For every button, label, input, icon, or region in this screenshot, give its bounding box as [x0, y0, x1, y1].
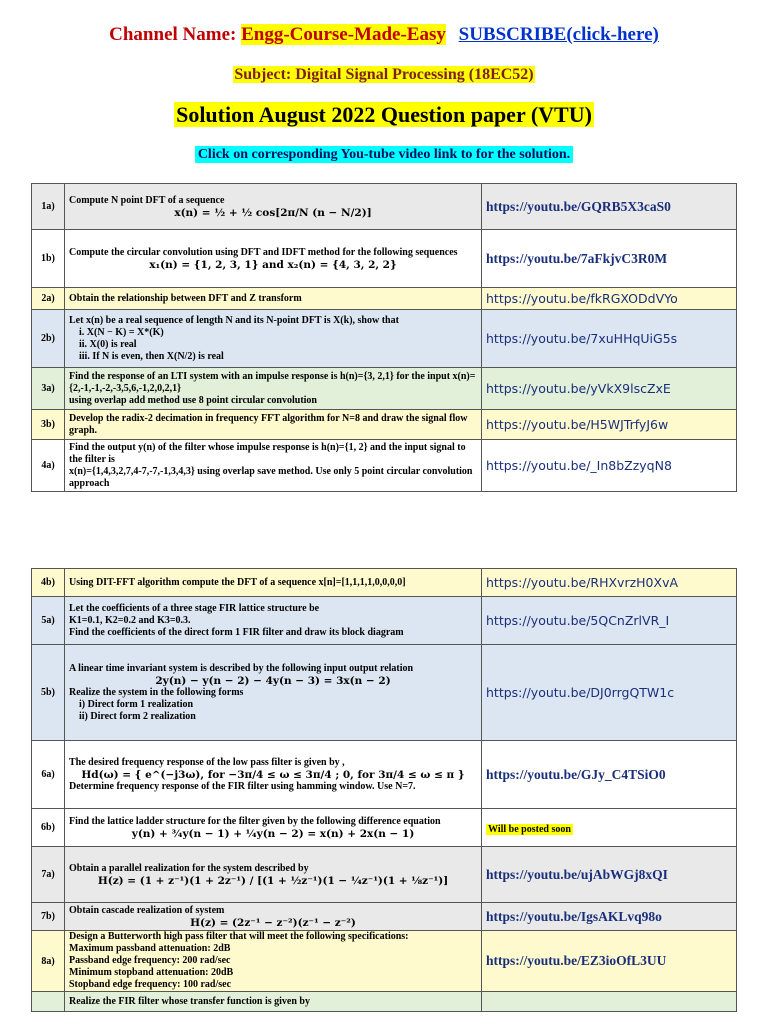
- title-text: Solution August 2022 Question paper (VTU): [176, 102, 592, 127]
- youtube-link[interactable]: https://youtu.be/RHXvrzH0XvA: [486, 574, 679, 590]
- question-text: [65, 230, 482, 288]
- question-text: [65, 184, 482, 230]
- question-row: [32, 410, 737, 440]
- youtube-link[interactable]: https://youtu.be/ujAbWGj8xQI: [486, 866, 668, 882]
- youtube-link[interactable]: https://youtu.be/DJ0rrgQTW1c: [486, 684, 675, 700]
- subscribe-link[interactable]: SUBSCRIBE(click-here): [458, 24, 659, 45]
- solution-cell: [482, 809, 737, 847]
- subject-text: Subject: Digital Signal Processing (18EC52): [234, 66, 534, 83]
- question-line: Find the coefficients of the direct form 1 FIR filter and draw its block diagram: [69, 626, 404, 638]
- question-text: [65, 569, 482, 597]
- channel-header: [0, 24, 768, 46]
- question-line: Find the output y(n) of the filter whose impulse response is h(n)={1, 2} and the input signal to the filter is: [69, 441, 466, 465]
- question-text: [65, 809, 482, 847]
- youtube-link[interactable]: https://youtu.be/GJy_C4TSiO0: [486, 766, 666, 782]
- question-line: ii. X(0) is real: [79, 338, 137, 350]
- question-number: 4a): [32, 440, 65, 492]
- solution-cell: [482, 184, 737, 230]
- question-number: 3b): [32, 410, 65, 440]
- question-line: Obtain the relationship between DFT and Z transform: [69, 292, 302, 304]
- youtube-link[interactable]: https://youtu.be/yVkX9lscZxE: [486, 380, 671, 396]
- question-line: Let x(n) be a real sequence of length N and its N-point DFT is X(k), show that: [69, 314, 399, 326]
- equation: x₁(n) = {1, 2, 3, 1} and x₂(n) = {4, 3, 2, 2}: [149, 258, 397, 271]
- youtube-link[interactable]: https://youtu.be/7xuHHqUiG5s: [486, 330, 678, 346]
- equation: H(z) = (2z⁻¹ − z⁻²)(z⁻¹ − z⁻²): [190, 916, 356, 929]
- equation: y(n) + ¾y(n − 1) + ¼y(n − 2) = x(n) + 2x(n − 1): [131, 827, 415, 840]
- question-line: Minimum stopband attenuation: 20dB: [69, 967, 234, 978]
- question-line: i. X(N − K) = X*(K): [79, 326, 164, 338]
- question-number: 2a): [32, 288, 65, 310]
- question-number: 2b): [32, 310, 65, 368]
- question-line: Stopband edge frequency: 100 rad/sec: [69, 979, 232, 990]
- question-text: [65, 931, 482, 992]
- question-row: [32, 809, 737, 847]
- question-row: [32, 310, 737, 368]
- question-line: Compute the circular convolution using DFT and IDFT method for the following sequences: [69, 246, 458, 258]
- question-row: [32, 597, 737, 645]
- question-line: i) Direct form 1 realization: [79, 698, 194, 710]
- question-row: [32, 184, 737, 230]
- question-line: Maximum passband attenuation: 2dB: [69, 943, 231, 954]
- question-text: [65, 440, 482, 492]
- question-line: Obtain cascade realization of system: [69, 904, 225, 916]
- youtube-link[interactable]: https://youtu.be/GQRB5X3caS0: [486, 198, 671, 214]
- solution-cell: [482, 992, 737, 1012]
- question-line: using overlap add method use 8 point circular convolution: [69, 394, 317, 406]
- question-line: ii) Direct form 2 realization: [79, 710, 196, 722]
- question-number: 7b): [32, 903, 65, 931]
- question-row: [32, 847, 737, 903]
- solution-cell: [482, 569, 737, 597]
- question-text: [65, 368, 482, 410]
- question-line: iii. If N is even, then X(N/2) is real: [79, 350, 224, 362]
- youtube-link[interactable]: https://youtu.be/7aFkjvC3R0M: [486, 250, 668, 266]
- solution-cell: [482, 847, 737, 903]
- equation: 2y(n) − y(n − 2) − 4y(n − 3) = 3x(n − 2): [155, 674, 391, 687]
- question-row: [32, 230, 737, 288]
- question-line: Using DIT-FFT algorithm compute the DFT of a sequence x[n]=[1,1,1,1,0,0,0,0]: [69, 576, 406, 588]
- question-row: [32, 903, 737, 931]
- question-text: [65, 597, 482, 645]
- solution-cell: [482, 440, 737, 492]
- solution-cell: [482, 368, 737, 410]
- question-line: Passband edge frequency: 200 rad/sec: [69, 955, 231, 966]
- solution-cell: [482, 288, 737, 310]
- question-line: Let the coefficients of a three stage FIR lattice structure be: [69, 602, 320, 614]
- question-text: [65, 903, 482, 931]
- equation: x(n) = ½ + ½ cos[2π/N (n − N/2)]: [174, 206, 372, 219]
- youtube-link[interactable]: https://youtu.be/_In8bZzyqN8: [486, 457, 672, 473]
- solution-cell: [482, 310, 737, 368]
- solution-cell: [482, 903, 737, 931]
- question-line: Compute N point DFT of a sequence: [69, 194, 225, 206]
- question-line: K1=0.1, K2=0.2 and K3=0.3.: [69, 614, 191, 626]
- question-line: Design a Butterworth high pass filter that will meet the following specifications:: [69, 931, 409, 942]
- question-number: 6b): [32, 809, 65, 847]
- solution-cell: [482, 410, 737, 440]
- question-row: [32, 741, 737, 809]
- question-row: [32, 645, 737, 741]
- question-line: A linear time invariant system is described by the following input output relation: [69, 662, 414, 674]
- question-number: [32, 992, 65, 1012]
- question-number: 1b): [32, 230, 65, 288]
- question-number: 8a): [32, 931, 65, 992]
- question-number: 4b): [32, 569, 65, 597]
- question-number: 3a): [32, 368, 65, 410]
- question-row: [32, 440, 737, 492]
- solution-cell: [482, 931, 737, 992]
- youtube-link[interactable]: https://youtu.be/IgsAKLvq98o: [486, 908, 662, 924]
- youtube-link[interactable]: https://youtu.be/EZ3ioOfL3UU: [486, 953, 667, 968]
- question-row: [32, 288, 737, 310]
- question-number: 1a): [32, 184, 65, 230]
- question-text: [65, 645, 482, 741]
- youtube-link[interactable]: https://youtu.be/5QCnZrlVR_I: [486, 612, 670, 628]
- channel-label: Channel Name:: [109, 24, 237, 45]
- channel-name: Engg-Course-Made-Easy: [241, 24, 446, 45]
- question-line: Find the lattice ladder structure for the filter given by the following difference equation: [69, 815, 441, 827]
- question-number: 5a): [32, 597, 65, 645]
- question-line: Realize the FIR filter whose transfer function is given by: [69, 995, 310, 1007]
- youtube-link[interactable]: https://youtu.be/fkRGXODdVYo: [486, 290, 678, 306]
- question-line: Determine frequency response of the FIR filter using hamming window. Use N=7.: [69, 780, 416, 792]
- instruction-line: [0, 145, 768, 163]
- question-line: Develop the radix-2 decimation in frequency FFT algorithm for N=8 and draw the signal flow graph.: [69, 412, 468, 436]
- question-text: [65, 741, 482, 809]
- question-row: [32, 931, 737, 992]
- solution-cell: [482, 741, 737, 809]
- question-table-2: [31, 568, 737, 1012]
- question-number: 6a): [32, 741, 65, 809]
- question-text: [65, 410, 482, 440]
- question-text: [65, 847, 482, 903]
- question-row: [32, 992, 737, 1012]
- question-line: x(n)={1,4,3,2,7,4-7,-7,-1,3,4,3} using overlap save method. Use only 5 point circular convolution approach: [69, 465, 473, 489]
- solution-cell: [482, 645, 737, 741]
- question-text: [65, 310, 482, 368]
- youtube-link[interactable]: https://youtu.be/H5WJTrfyJ6w: [486, 416, 669, 432]
- question-line: The desired frequency response of the low pass filter is given by ,: [69, 756, 345, 768]
- instruction-text: Click on corresponding You-tube video link to for the solution.: [195, 146, 573, 163]
- question-row: [32, 569, 737, 597]
- question-row: [32, 368, 737, 410]
- question-line: Find the response of an LTI system with an impulse response is h(n)={3, 2,1} for the input x(n)={2,-1,-1,-2,-3,5,6,-1,2,0,2,1}: [69, 370, 476, 394]
- equation: Hd(ω) = { e^(−j3ω), for −3π/4 ≤ ω ≤ 3π/4 ; 0, for 3π/4 ≤ ω ≤ π }: [81, 768, 465, 781]
- subject-line: [0, 66, 768, 84]
- page-title: [0, 102, 768, 128]
- solution-cell: [482, 597, 737, 645]
- question-text: [65, 288, 482, 310]
- solution-cell: [482, 230, 737, 288]
- question-table-1: [31, 183, 737, 492]
- question-text: [65, 992, 482, 1012]
- posted-soon-badge: Will be posted soon: [488, 823, 571, 835]
- question-number: 7a): [32, 847, 65, 903]
- question-number: 5b): [32, 645, 65, 741]
- equation: H(z) = (1 + z⁻¹)(1 + 2z⁻¹) / [(1 + ½z⁻¹)(1 − ¼z⁻¹)(1 + ⅛z⁻¹)]: [97, 874, 449, 887]
- question-line: Realize the system in the following forms: [69, 686, 244, 698]
- question-line: Obtain a parallel realization for the system described by: [69, 862, 309, 874]
